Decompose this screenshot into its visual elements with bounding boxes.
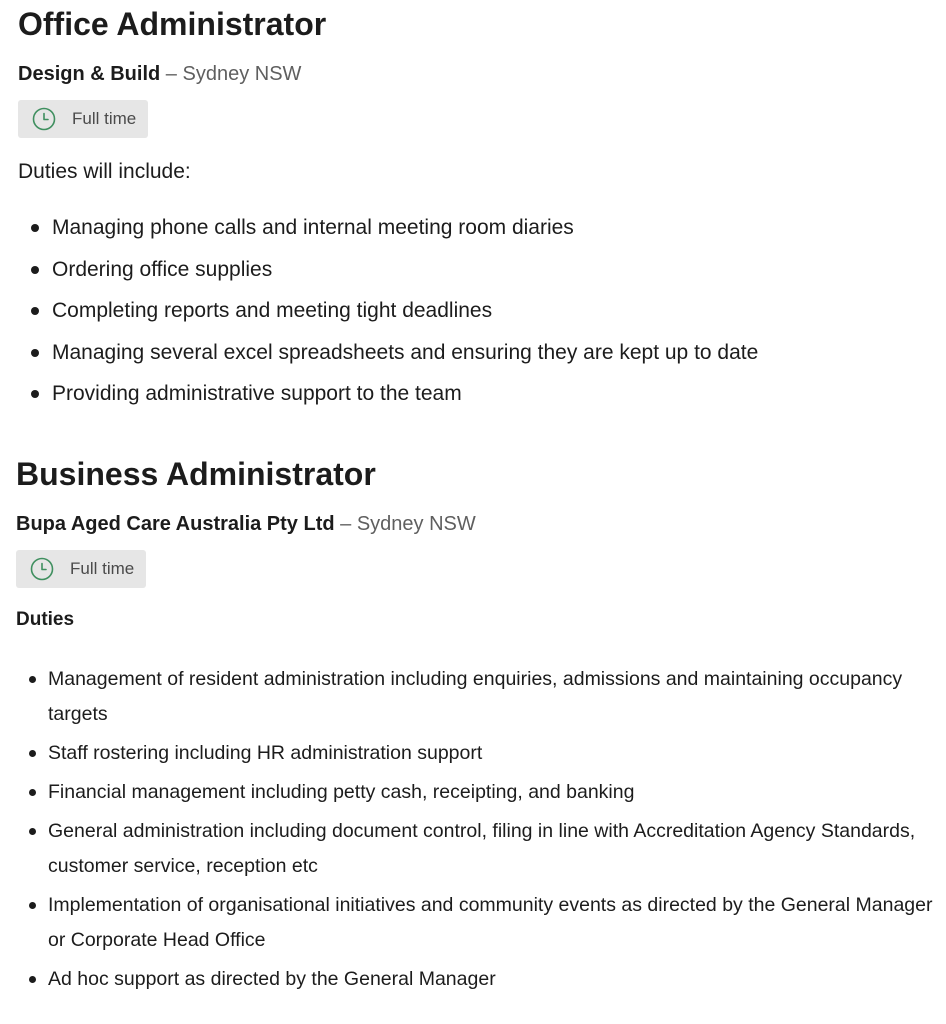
job-type-badge — [16, 550, 146, 588]
clock-icon — [32, 107, 56, 131]
list-item: Staff rostering including HR administration support — [48, 736, 936, 771]
list-item: Ordering office supplies — [52, 256, 946, 283]
duties-intro: Duties will include: — [18, 160, 191, 183]
badge-row — [0, 550, 946, 588]
company-location-line — [0, 60, 946, 88]
list-item: Management of resident administration including enquiries, admissions and maintaining occupancy targets — [48, 662, 936, 732]
list-item: Providing administrative support to the team — [52, 380, 946, 407]
job-card-business-administrator — [0, 450, 946, 1001]
job-location: Sydney NSW — [182, 63, 302, 85]
list-item: Ad hoc support as directed by the General Manager — [48, 962, 936, 997]
job-type-label: Full time — [72, 109, 137, 128]
job-type-badge — [18, 100, 148, 138]
list-item: Completing reports and meeting tight deadlines — [52, 297, 946, 324]
list-item: Managing several excel spreadsheets and ensuring they are kept up to date — [52, 339, 946, 366]
company-location-line — [0, 510, 946, 538]
list-item: General administration including document control, filing in line with Accreditation Agency Standards, customer service, reception etc — [48, 814, 936, 884]
duties-list — [0, 214, 946, 407]
job-type-label: Full time — [70, 559, 135, 578]
job-title[interactable]: Business Administrator — [16, 456, 376, 492]
company-name[interactable]: Design & Build — [18, 63, 161, 85]
badge-row — [0, 100, 946, 138]
list-item: Financial management including petty cash, receipting, and banking — [48, 775, 936, 810]
list-item: Managing phone calls and internal meeting room diaries — [52, 214, 946, 241]
job-card-office-administrator — [0, 0, 946, 422]
separator: – — [340, 513, 352, 535]
job-location: Sydney NSW — [356, 513, 476, 535]
separator: – — [165, 63, 177, 85]
company-name[interactable]: Bupa Aged Care Australia Pty Ltd — [16, 513, 335, 535]
duties-heading: Duties — [16, 609, 75, 630]
list-item: Implementation of organisational initiatives and community events as directed by the General Manager or Corporate Head Office — [48, 888, 936, 958]
clock-icon — [30, 557, 54, 581]
duties-list — [0, 662, 946, 997]
job-title[interactable]: Office Administrator — [18, 6, 327, 42]
